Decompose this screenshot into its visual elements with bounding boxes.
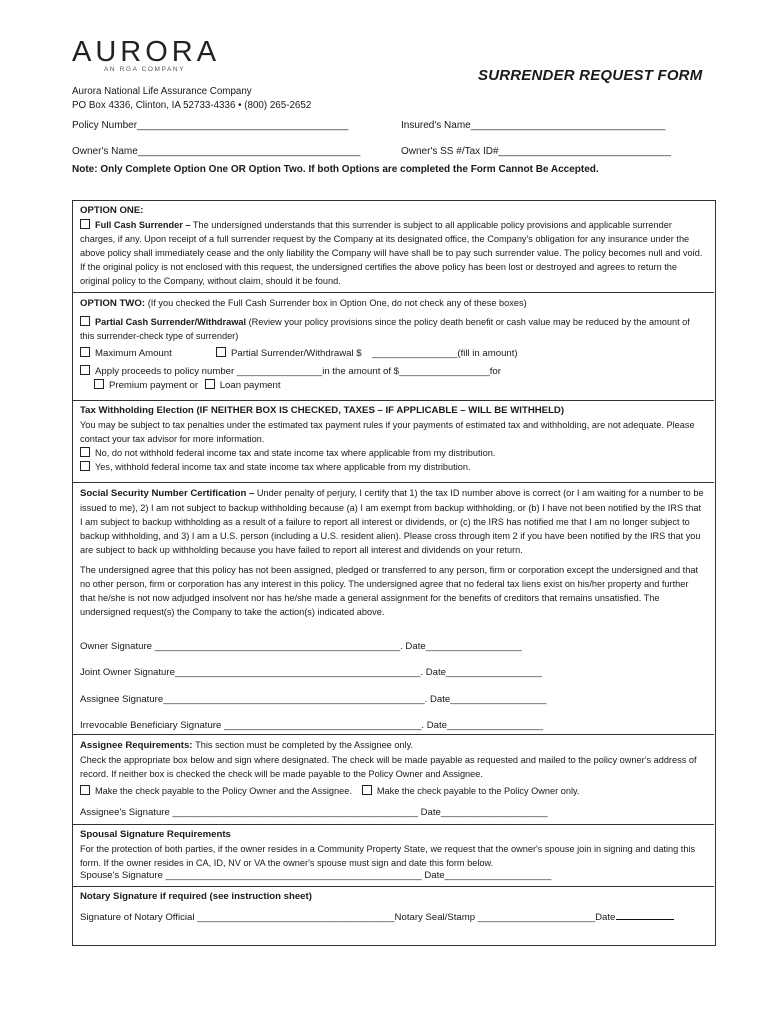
maximum-amount-checkbox[interactable] bbox=[80, 347, 90, 357]
tax-heading: Tax Withholding Election (IF NEITHER BOX IS CHECKED, TAXES – IF APPLICABLE – WILL BE WITHHELD) bbox=[80, 405, 565, 416]
logo-subtext: AN RGA COMPANY bbox=[104, 66, 186, 73]
partial-surrender-row bbox=[80, 315, 706, 343]
apply-proceeds-checkbox[interactable] bbox=[80, 365, 90, 375]
owners-name-field[interactable]: Owner's Name________________________________________ bbox=[72, 146, 361, 157]
apply-proceeds-label: Apply proceeds to policy number ________________in the amount of $_________________for bbox=[95, 366, 501, 377]
ssn-text-block bbox=[80, 486, 706, 557]
partial-withdrawal-checkbox[interactable] bbox=[216, 347, 226, 357]
loan-payment-label: Loan payment bbox=[219, 380, 281, 391]
full-surrender-checkbox[interactable] bbox=[80, 219, 90, 229]
assignee-section bbox=[72, 734, 714, 824]
owner-assignee-checkbox[interactable] bbox=[80, 785, 90, 795]
assignee-heading-row bbox=[80, 738, 706, 753]
notary-signature-text: Signature of Notary Official _____________________________________Notary Seal/Stamp ______________________Date bbox=[80, 912, 616, 923]
aurora-logo: AURORA bbox=[72, 36, 221, 68]
ssn-heading: Social Security Number Certification – bbox=[80, 488, 255, 499]
agreement-text: The undersigned agree that this policy has not been assigned, pledged or transferred to any person, firm or corporation except the undersigned and that no other person, firm or corporation has any interest in this policy. The undersigned agree that no federal tax liens exist on his/her property and further that he/she is not now adjudged insolvent nor has he/she made a general assignment for the benefits of creditors that remains unsatisfied. The undersigned request(s) the Company to take the action(s) indicated above. bbox=[80, 565, 698, 617]
beneficiary-signature-line[interactable]: Irrevocable Beneficiary Signature _____________________________________. Date__________________ bbox=[80, 720, 544, 731]
owner-signature-line[interactable]: Owner Signature ______________________________________________. Date__________________ bbox=[80, 641, 522, 652]
spousal-section bbox=[72, 824, 714, 886]
apply-proceeds-row bbox=[80, 365, 706, 379]
option-two-heading-row bbox=[80, 296, 706, 311]
option-two-note: (If you checked the Full Cash Surrender box in Option One, do not check any of these boxes) bbox=[147, 298, 527, 308]
assignee-heading-note: This section must be completed by the Assignee only. bbox=[195, 740, 414, 750]
fill-in-amount[interactable]: ________________(fill in amount) bbox=[372, 348, 518, 359]
assignee-signature-line[interactable]: Assignee Signature_________________________________________________. Date__________________ bbox=[80, 694, 547, 705]
notary-signature-line[interactable] bbox=[80, 910, 674, 925]
option-one-text: The undersigned understands that this surrender is subject to all applicable policy provisions and applicable surrender charges, if any. Upon receipt of a full surrender request by the Company at its designated office, the Company's obligation for any insurance under the above policy shall immediately cease and the only liability the Company will have shall be to pay such surrender value. The policy becomes null and void. If the original policy is not enclosed with this request, the undersigned certifies the above policy has been lost or destroyed and agrees to return the original policy to the Company, without claim, should it be found. bbox=[80, 220, 703, 286]
spousal-text: For the protection of both parties, if the owner resides in a Community Property State, we request that the owner's spouse join in signing and dating this form. If the owner resides in CA, ID, NV or VA the owner's spouse must sign and date this form below. bbox=[80, 844, 696, 868]
assignee-text: Check the appropriate box below and sign where designated. The check will be made payable as requested and mailed to the policy owner's address of record. If neither box is checked the check will be made payable to the Policy Owner and Assignee. bbox=[80, 755, 697, 779]
no-withhold-checkbox[interactable] bbox=[80, 447, 90, 457]
option-one-section bbox=[72, 201, 714, 288]
notary-heading: Notary Signature if required (see instruction sheet) bbox=[80, 891, 312, 902]
assignees-signature-line[interactable]: Assignee's Signature ______________________________________________ Date____________________ bbox=[80, 807, 548, 818]
yes-withhold-row bbox=[80, 460, 706, 474]
no-withhold-label: No, do not withhold federal income tax and state income tax where applicable from my distribution. bbox=[95, 448, 496, 458]
option-two-section bbox=[72, 292, 714, 400]
ssn-text: Under penalty of perjury, I certify that 1) the tax ID number above is correct (or I am waiting for a number to be issued to me), 2) I am not subject to backup withholding because (a) I am exempt from backup withholding, or (b) I have not been notified by the IRS that I am subject to backup withholding as a result of a failure to report all interest or dividends, or (c) the IRS has notified me that I am no longer subject to backup withholding, and 3) I am a U.S. person (including a U.S. resident alien). Please cross through item 2 if you have been notified by the IRS that you are subject to back up withholding because you have failed to report all interest and dividends on your return. bbox=[80, 488, 704, 555]
tax-section bbox=[72, 400, 714, 474]
premium-payment-checkbox[interactable] bbox=[94, 379, 104, 389]
policy-number-field[interactable]: Policy Number______________________________________ bbox=[72, 120, 349, 131]
tax-text: You may be subject to tax penalties under the estimated tax payment rules if your payments of estimated tax and withholding, are not adequate. Please contact your tax advisor for more information. bbox=[80, 420, 695, 444]
yes-withhold-label: Yes, withhold federal income tax and state income tax where applicable from my distribution. bbox=[95, 462, 471, 472]
loan-payment-checkbox[interactable] bbox=[205, 379, 215, 389]
joint-owner-signature-line[interactable]: Joint Owner Signature______________________________________________. Date__________________ bbox=[80, 667, 542, 678]
form-title: SURRENDER REQUEST FORM bbox=[478, 67, 703, 84]
owner-only-label: Make the check payable to the Policy Owner only. bbox=[376, 786, 580, 796]
option-two-heading: OPTION TWO: bbox=[80, 298, 146, 309]
spousal-heading: Spousal Signature Requirements bbox=[80, 829, 231, 840]
amount-row bbox=[80, 347, 706, 361]
notary-section bbox=[72, 886, 714, 944]
option-one-heading: OPTION ONE: bbox=[80, 205, 144, 216]
option-one-text-block bbox=[80, 218, 706, 288]
owner-only-checkbox[interactable] bbox=[362, 785, 372, 795]
partial-surrender-checkbox[interactable] bbox=[80, 316, 90, 326]
partial-surrender-label: Partial Cash Surrender/Withdrawal bbox=[95, 317, 247, 327]
maximum-amount-label: Maximum Amount bbox=[95, 348, 172, 359]
assignee-options-row bbox=[80, 784, 706, 798]
owners-ss-field[interactable]: Owner's SS #/Tax ID#_______________________________ bbox=[401, 146, 671, 157]
spouse-signature-line[interactable]: Spouse's Signature ________________________________________________ Date____________________ bbox=[80, 870, 552, 881]
premium-payment-label: Premium payment or bbox=[109, 380, 199, 391]
company-name: Aurora National Life Assurance Company bbox=[72, 86, 252, 97]
partial-surrender-text: (Review your policy provisions since the policy death benefit or cash value may be reduced by the amount of this surrender-check type of surrender) bbox=[80, 317, 690, 341]
assignee-heading: Assignee Requirements: bbox=[80, 740, 193, 751]
payment-type-row bbox=[80, 379, 706, 393]
owner-assignee-label: Make the check payable to the Policy Owner and the Assignee. bbox=[95, 786, 352, 796]
partial-withdrawal-label: Partial Surrender/Withdrawal $ bbox=[231, 348, 362, 359]
company-address: PO Box 4336, Clinton, IA 52733-4336 • (800) 265-2652 bbox=[72, 100, 312, 111]
notary-date-line[interactable] bbox=[616, 910, 674, 920]
insureds-name-field[interactable]: Insured's Name___________________________________ bbox=[401, 120, 666, 131]
ssn-section bbox=[72, 482, 714, 734]
yes-withhold-checkbox[interactable] bbox=[80, 461, 90, 471]
full-surrender-label: Full Cash Surrender – bbox=[95, 220, 191, 230]
no-withhold-row bbox=[80, 446, 706, 460]
form-note: Note: Only Complete Option One OR Option Two. If both Options are completed the Form Cannot Be Accepted. bbox=[72, 164, 599, 175]
